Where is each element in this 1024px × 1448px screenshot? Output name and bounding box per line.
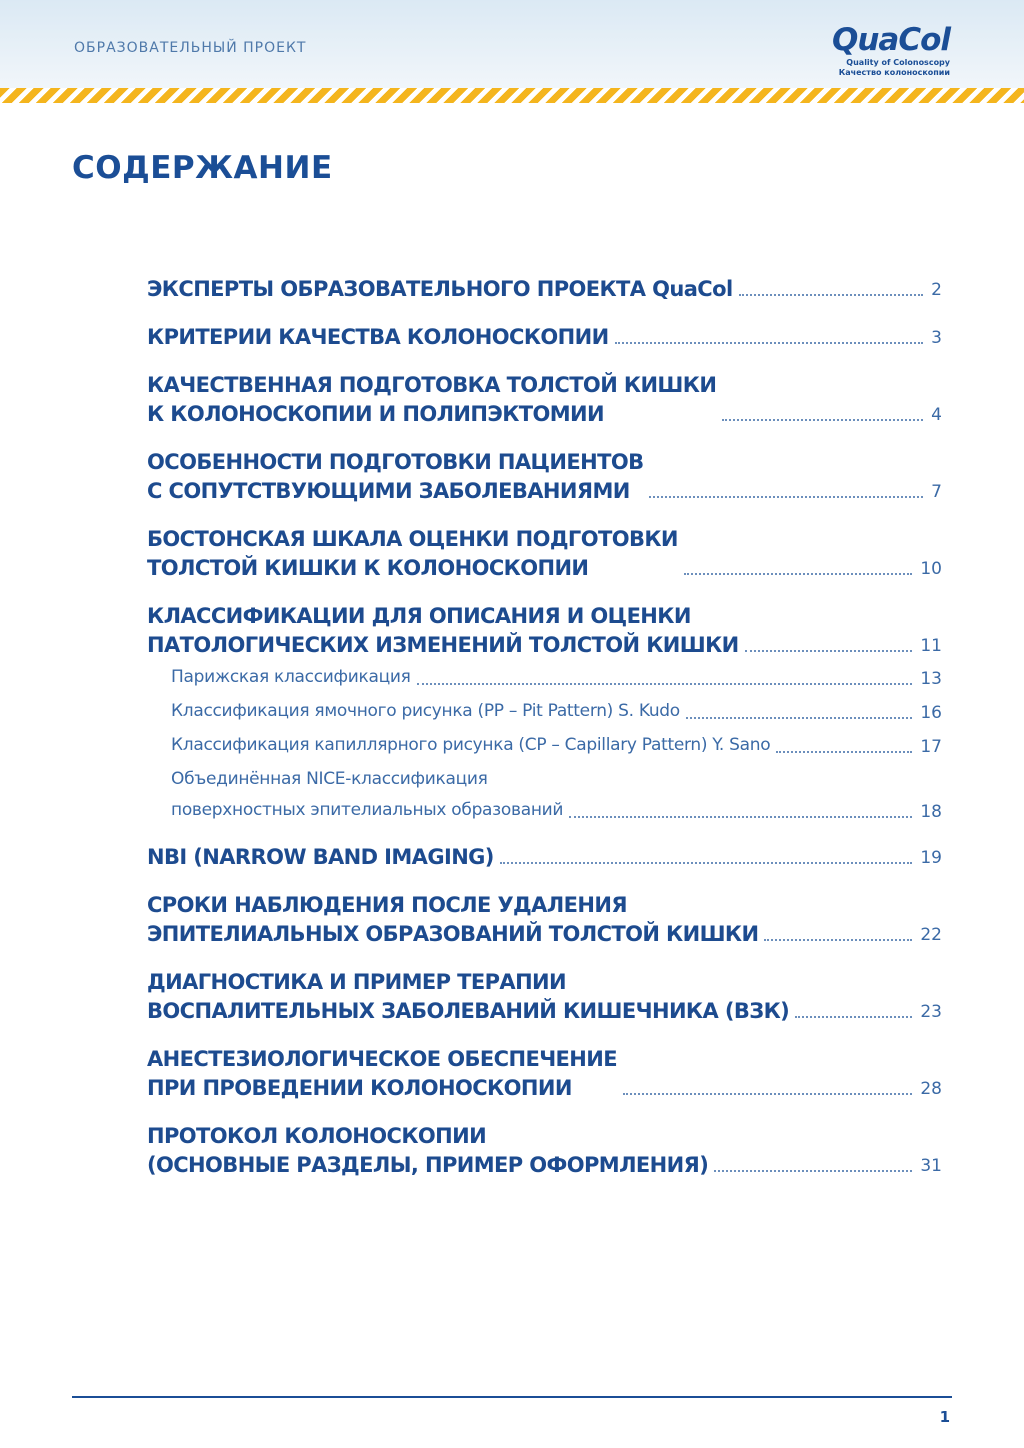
toc-entry-line: Объединённая NICE-классификация bbox=[171, 769, 488, 789]
toc-entry-line: ОСОБЕННОСТИ ПОДГОТОВКИ ПАЦИЕНТОВ bbox=[147, 450, 644, 474]
toc-page-number: 18 bbox=[920, 802, 942, 822]
toc-page-number: 2 bbox=[931, 280, 942, 300]
dot-leader bbox=[714, 1170, 912, 1172]
toc-entry[interactable] bbox=[147, 968, 942, 1026]
toc-entry-line: ДИАГНОСТИКА И ПРИМЕР ТЕРАПИИ bbox=[147, 970, 566, 994]
toc-entry-line: ЭПИТЕЛИАЛЬНЫХ ОБРАЗОВАНИЙ ТОЛСТОЙ КИШКИ bbox=[147, 922, 759, 946]
toc-entry-title bbox=[147, 891, 758, 949]
page-number: 1 bbox=[939, 1408, 950, 1426]
toc-entry-title bbox=[171, 764, 563, 826]
dot-leader bbox=[739, 294, 924, 296]
logo-subtitle-en: Quality of Colonoscopy bbox=[846, 58, 950, 67]
toc-entry-title bbox=[171, 696, 680, 727]
logo-subtitle-ru: Качество колоноскопии bbox=[838, 68, 950, 77]
toc-entry-line: NBI (NARROW BAND IMAGING) bbox=[147, 845, 494, 869]
toc-entry-title bbox=[147, 843, 494, 872]
page-title: СОДЕРЖАНИЕ bbox=[72, 150, 333, 186]
toc-entry-line: ЭКСПЕРТЫ ОБРАЗОВАТЕЛЬНОГО ПРОЕКТА QuaCol bbox=[147, 277, 733, 301]
toc-page-number: 17 bbox=[920, 737, 942, 757]
toc-entry[interactable] bbox=[147, 891, 942, 949]
dot-leader bbox=[776, 751, 912, 753]
header-hazard-stripe bbox=[0, 88, 1024, 103]
toc-entry[interactable] bbox=[147, 448, 942, 506]
dot-leader bbox=[795, 1016, 912, 1018]
toc-entry-line: СРОКИ НАБЛЮДЕНИЯ ПОСЛЕ УДАЛЕНИЯ bbox=[147, 893, 627, 917]
toc-entry-line: С СОПУТСТВУЮЩИМИ ЗАБОЛЕВАНИЯМИ bbox=[147, 479, 630, 503]
toc-entry-title bbox=[147, 602, 739, 660]
toc-page-number: 28 bbox=[920, 1079, 942, 1099]
toc-subentry[interactable] bbox=[171, 696, 942, 727]
toc-entry-line: ПРОТОКОЛ КОЛОНОСКОПИИ bbox=[147, 1124, 487, 1148]
toc-entry[interactable] bbox=[147, 525, 942, 583]
dot-leader bbox=[722, 419, 923, 421]
dot-leader bbox=[417, 683, 913, 685]
dot-leader bbox=[684, 573, 912, 575]
toc-entry[interactable] bbox=[147, 843, 942, 872]
toc-subentry[interactable] bbox=[171, 662, 942, 693]
quacol-logo bbox=[770, 22, 950, 78]
table-of-contents bbox=[147, 275, 942, 1199]
toc-page-number: 4 bbox=[931, 405, 942, 425]
toc-entry-title bbox=[147, 371, 716, 429]
toc-page-number: 22 bbox=[920, 925, 942, 945]
toc-page-number: 3 bbox=[931, 328, 942, 348]
dot-leader bbox=[615, 342, 924, 344]
toc-entry-line: КЛАССИФИКАЦИИ ДЛЯ ОПИСАНИЯ И ОЦЕНКИ bbox=[147, 604, 691, 628]
toc-entry-title bbox=[147, 1045, 617, 1103]
logo-name: QuaCol bbox=[831, 22, 950, 58]
toc-page-number: 23 bbox=[920, 1002, 942, 1022]
toc-entry[interactable] bbox=[147, 1122, 942, 1180]
project-kicker: ОБРАЗОВАТЕЛЬНЫЙ ПРОЕКТ bbox=[74, 40, 307, 56]
toc-entry-line: АНЕСТЕЗИОЛОГИЧЕСКОЕ ОБЕСПЕЧЕНИЕ bbox=[147, 1047, 617, 1071]
toc-page-number: 11 bbox=[920, 636, 942, 656]
toc-entry[interactable] bbox=[147, 1045, 942, 1103]
toc-entry-title bbox=[147, 1122, 708, 1180]
toc-subentry[interactable] bbox=[171, 764, 942, 826]
toc-entry-title bbox=[147, 525, 678, 583]
toc-entry-line: ПАТОЛОГИЧЕСКИХ ИЗМЕНЕНИЙ ТОЛСТОЙ КИШКИ bbox=[147, 633, 739, 657]
toc-entry[interactable] bbox=[147, 275, 942, 304]
toc-entry-title bbox=[147, 448, 643, 506]
toc-entry-line: ВОСПАЛИТЕЛЬНЫХ ЗАБОЛЕВАНИЙ КИШЕЧНИКА (ВЗК) bbox=[147, 999, 790, 1023]
toc-entry-line: Классификация капиллярного рисунка (CP – Capillary Pattern) Y. Sano bbox=[171, 735, 771, 755]
toc-entry-title bbox=[147, 275, 733, 304]
toc-entry-line: поверхностных эпителиальных образований bbox=[171, 800, 564, 820]
toc-entry-line: (ОСНОВНЫЕ РАЗДЕЛЫ, ПРИМЕР ОФОРМЛЕНИЯ) bbox=[147, 1153, 709, 1177]
toc-entry-line: КРИТЕРИИ КАЧЕСТВА КОЛОНОСКОПИИ bbox=[147, 325, 609, 349]
dot-leader bbox=[569, 816, 912, 818]
toc-page-number: 16 bbox=[920, 703, 942, 723]
dot-leader bbox=[745, 650, 913, 652]
toc-entry-line: К КОЛОНОСКОПИИ И ПОЛИПЭКТОМИИ bbox=[147, 402, 604, 426]
toc-entry-line: Классификация ямочного рисунка (PP – Pit Pattern) S. Kudo bbox=[171, 701, 680, 721]
toc-subentry[interactable] bbox=[171, 730, 942, 761]
toc-entry-line: ПРИ ПРОВЕДЕНИИ КОЛОНОСКОПИИ bbox=[147, 1076, 572, 1100]
dot-leader bbox=[500, 862, 913, 864]
toc-entry[interactable] bbox=[147, 602, 942, 660]
toc-page-number: 19 bbox=[920, 848, 942, 868]
toc-entry-title bbox=[147, 323, 609, 352]
toc-entry-line: КАЧЕСТВЕННАЯ ПОДГОТОВКА ТОЛСТОЙ КИШКИ bbox=[147, 373, 717, 397]
footer-divider bbox=[72, 1396, 952, 1398]
toc-entry[interactable] bbox=[147, 371, 942, 429]
toc-page-number: 31 bbox=[920, 1156, 942, 1176]
toc-entry-line: Парижская классификация bbox=[171, 667, 411, 687]
toc-entry-title bbox=[147, 968, 789, 1026]
dot-leader bbox=[649, 496, 923, 498]
toc-entry-title bbox=[171, 662, 411, 693]
toc-subentries bbox=[147, 662, 942, 826]
page-header bbox=[0, 0, 1024, 88]
dot-leader bbox=[623, 1093, 912, 1095]
toc-page-number: 10 bbox=[920, 559, 942, 579]
toc-entry-title bbox=[171, 730, 770, 761]
toc-entry-line: ТОЛСТОЙ КИШКИ К КОЛОНОСКОПИИ bbox=[147, 556, 589, 580]
dot-leader bbox=[764, 939, 912, 941]
toc-page-number: 7 bbox=[931, 482, 942, 502]
toc-page-number: 13 bbox=[920, 669, 942, 689]
dot-leader bbox=[686, 717, 912, 719]
toc-entry[interactable] bbox=[147, 323, 942, 352]
toc-entry-line: БОСТОНСКАЯ ШКАЛА ОЦЕНКИ ПОДГОТОВКИ bbox=[147, 527, 678, 551]
